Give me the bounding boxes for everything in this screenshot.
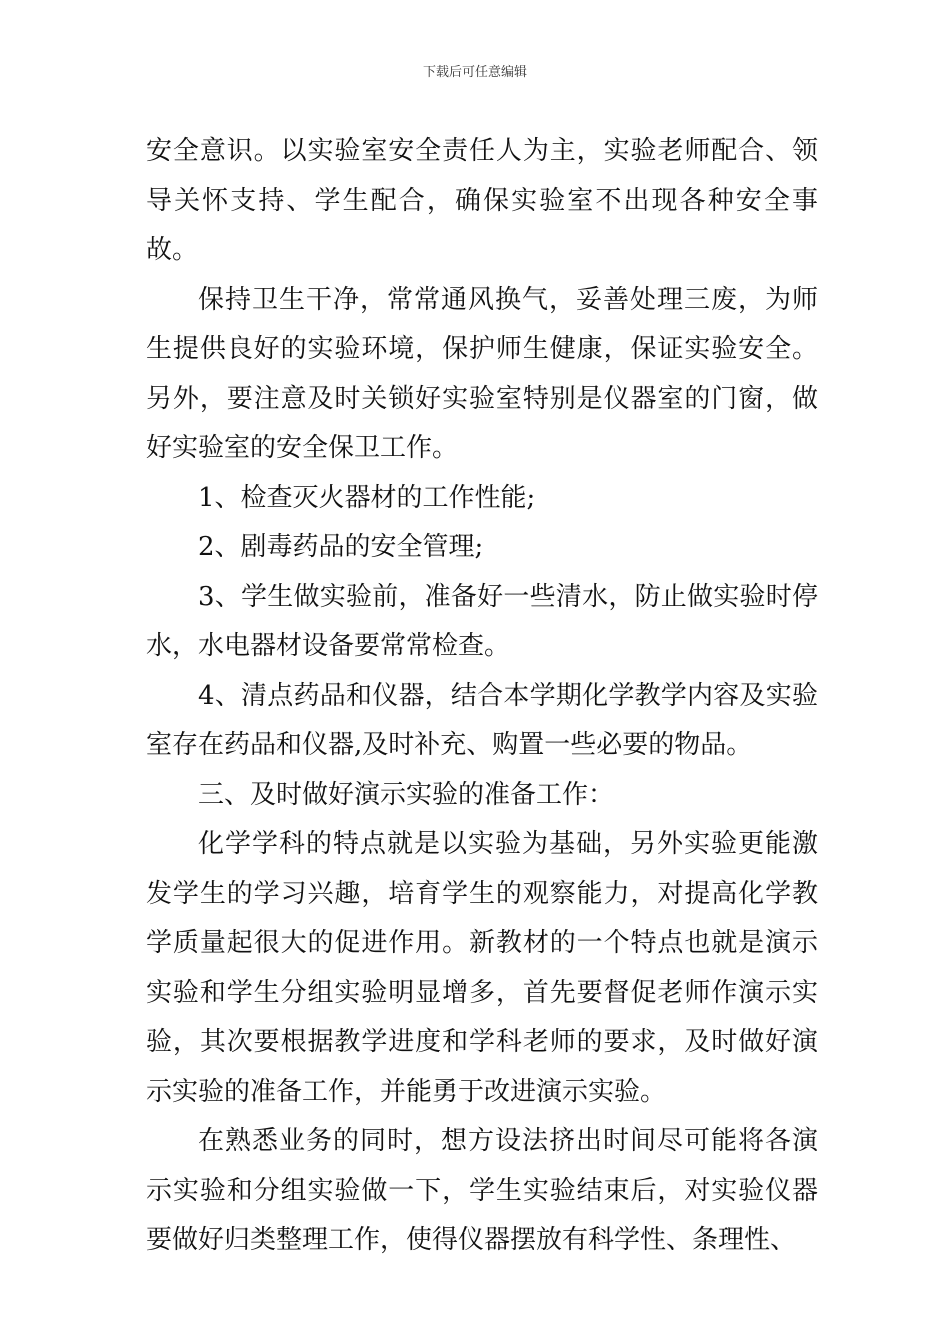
paragraph-hygiene: 保持卫生干净，常常通风换气，妥善处理三废，为师生提供良好的实验环境，保护师生健康，保证实验安全。另外，要注意及时关锁好实验室特别是仪器室的门窗，做好实验室的安全保卫工作。	[146, 284, 818, 463]
list-item-inventory: 4、清点药品和仪器，结合本学期化学教学内容及实验室存在药品和仪器,及时补充、购置一些必要的物品。	[146, 680, 818, 760]
paragraph-chemistry-features: 化学学科的特点就是以实验为基础，另外实验更能激发学生的学习兴趣，培育学生的观察能力，对提高化学教学质量起很大的促进作用。新教材的一个特点也就是演示实验和学生分组实验明显增多，首先要督促老师作演示实验，其次要根据教学进度和学科老师的要求，及时做好演示实验的准备工作，并能勇于改进演示实验。	[146, 829, 818, 1107]
list-item-water-prep: 3、学生做实验前，准备好一些清水，防止做实验时停水，水电器材设备要常常检查。	[146, 581, 818, 661]
list-item-toxic-drugs: 2、剧毒药品的安全管理;	[198, 532, 484, 562]
paragraph-familiarize-business: 在熟悉业务的同时，想方设法挤出时间尽可能将各演示实验和分组实验做一下，学生实验结束后，对实验仪器要做好归类整理工作，使得仪器摆放有科学性、条理性、	[146, 1126, 818, 1255]
paragraph-safety-awareness: 安全意识。以实验室安全责任人为主，实验老师配合、领导关怀支持、学生配合，确保实验室不出现各种安全事故。	[146, 136, 818, 265]
page-header: 下载后可任意编辑	[422, 65, 527, 80]
section-heading-demo-prep: 三、及时做好演示实验的准备工作：	[198, 779, 615, 810]
document-body	[146, 127, 818, 1266]
list-item-extinguisher: 1、检查灭火器材的工作性能;	[198, 482, 536, 513]
